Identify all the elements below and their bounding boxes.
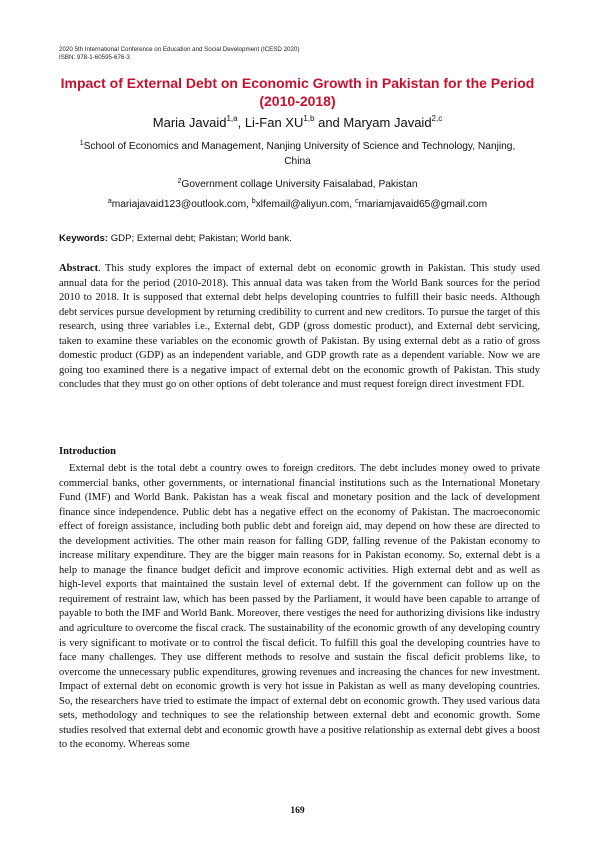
affiliation-mark: 1 <box>79 140 84 147</box>
author-affiliation-mark: 1,b <box>303 114 315 123</box>
paper-title <box>40 74 555 110</box>
author-separator: , <box>237 115 245 130</box>
author-name: Li-Fan XU <box>244 115 304 130</box>
affiliation-1 <box>70 139 525 169</box>
email-address: xlfemail@aliyun.com, <box>255 199 355 210</box>
keywords-text: GDP; External debt; Pakistan; World bank. <box>108 233 292 244</box>
email-address: mariajavaid123@outlook.com, <box>111 199 252 210</box>
abstract-text: . This study explores the impact of external debt on economic growth in Pakistan. This study used annual data for the period (2010-2018). This annual data was taken from the World Bank sources for the period 2010 to 2018. It is supposed that external debt helps developing countries to fulfill their basic needs. Although debt services pursue development by returning credibility to current and new creditors. To pursue the target of this research, using three variables i.e., External debt, GDP (gross domestic product), and External debt servicing, taken to examine these variables on the economic growth of Pakistan. By using external debt as a ratio of gross domestic product (GDP) as an independent variable, and GDP growth rate as a dependent variable. Now we are going too examined there is a negative impact of external debt on the economic growth of Pakistan. This study concludes that they must go on other options of debt tolerance and must request foreign direct investment FDI. <box>59 263 540 391</box>
conference-header <box>59 46 299 62</box>
paper-title-line-2: (2010-2018) <box>259 93 336 109</box>
paper-title-line-1: Impact of External Debt on Economic Growth in Pakistan for the Period <box>60 75 535 91</box>
isbn: ISBN: 978-1-60595-676-3 <box>59 54 130 61</box>
affiliation-2 <box>70 177 525 192</box>
keywords-label: Keywords: <box>59 233 109 244</box>
email-mark: b <box>251 198 256 205</box>
email-mark: a <box>107 198 112 205</box>
author-name: Maryam Javaid <box>343 115 432 130</box>
email-address: mariamjavaid65@gmail.com <box>358 199 488 210</box>
email-mark: c <box>354 198 359 205</box>
page-number: 169 <box>290 806 305 816</box>
author-emails <box>70 197 525 212</box>
abstract <box>59 262 540 393</box>
conference-name: 2020 5th International Conference on Education and Social Development (ICESD 2020) <box>59 46 300 53</box>
author-list <box>40 115 555 131</box>
affiliation-text: Government collage University Faisalabad, Pakistan <box>181 179 418 190</box>
author-name: Maria Javaid <box>152 115 227 130</box>
author-affiliation-mark: 1,a <box>226 114 238 123</box>
author-separator: and <box>314 115 344 130</box>
keywords <box>59 233 292 245</box>
introduction-body: External debt is the total debt a country owes to foreign creditors. The debt includes money owed to private commercial banks, other governments, or international financial institutions such as the International Monetary Fund (IMF) and World Bank. Pakistan has a weak fiscal and monetary position and the lack of development finance since independence. Public debt has a negative effect on the economy of Pakistan. The macroeconomic effect of foreign assistance, including both public debt and foreign aid, may depend on how these are directed to the development activities. The other main reason for falling GDP, falling revenue of the Pakistan economy to increase military expenditure. They are the bigger main reasons for in Pakistan economy. So, external debt is a help to manage the finance budget deficit and improve economic activities. High external debt and as well as high-level exports that maintained the sustain level of external debt. If the government can follow up on the requirement of restraint law, which has been passed by the Parliament, it would have been capable to arrange of payable to both the IMF and World Bank. Moreover, there vestiges the need for authorizing divisions like industry and agriculture to overcome the fiscal crack. The sustainability of the economic growth of any developing country is very significant to motivate or to control the fiscal deficit. To fulfill this goal the developing countries have to face many challenges. They use different methods to resolve and sustain the fiscal deficit problems like, to overcome the unnecessary public expenditures, growing revenues and increasing the chances for new investment. Impact of external debt on economic growth is very hot issue in Pakistan as well as many developing countries. So, the researchers have tried to estimate the impact of external debt on economic growth. They used various data sets, methodology and techniques to see the relationship between external debt and economic growth. Some studies resolved that external debt and economic growth have a positive relationship as external debt gives a boost to the economy. Whereas some <box>59 463 540 751</box>
abstract-label: Abstract <box>59 263 99 274</box>
author-affiliation-mark: 2,c <box>431 114 443 123</box>
introduction-heading: Introduction <box>59 446 116 457</box>
affiliation-text: School of Economics and Management, Nanjing University of Science and Technology, Nanjing, China <box>83 141 516 167</box>
affiliation-mark: 2 <box>177 178 182 185</box>
